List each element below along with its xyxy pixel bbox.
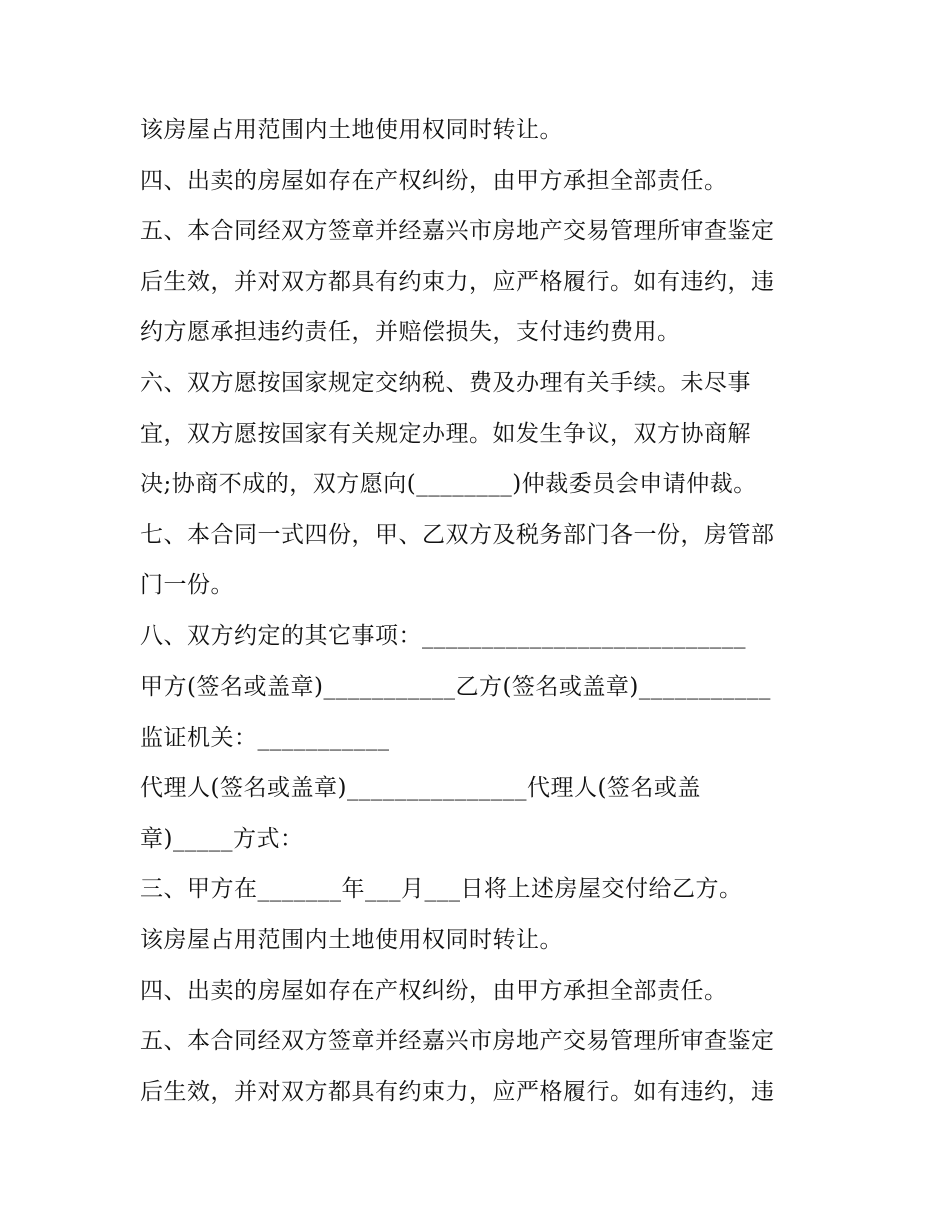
text-line: 监证机关：___________ bbox=[140, 725, 390, 751]
text-line: 代理人(签名或盖章)_______________代理人(签名或盖 bbox=[140, 775, 701, 801]
text-line: 约方愿承担违约责任，并赔偿损失，支付违约费用。 bbox=[140, 319, 681, 345]
text-line: 四、出卖的房屋如存在产权纠纷，由甲方承担全部责任。 bbox=[140, 978, 728, 1004]
text-line: 四、出卖的房屋如存在产权纠纷，由甲方承担全部责任。 bbox=[140, 168, 728, 194]
text-line: 五、本合同经双方签章并经嘉兴市房地产交易管理所审查鉴定 bbox=[140, 218, 775, 244]
text-line: 门一份。 bbox=[140, 572, 234, 598]
text-line: 决;协商不成的，双方愿向(________)仲裁委员会申请仲裁。 bbox=[140, 471, 757, 497]
text-line: 五、本合同经双方签章并经嘉兴市房地产交易管理所审查鉴定 bbox=[140, 1028, 775, 1054]
text-line: 宜，双方愿按国家有关规定办理。如发生争议，双方协商解 bbox=[140, 421, 751, 447]
text-line: 六、双方愿按国家规定交纳税、费及办理有关手续。未尽事 bbox=[140, 370, 751, 396]
text-line: 七、本合同一式四份，甲、乙双方及税务部门各一份，房管部 bbox=[140, 522, 775, 548]
text-line: 该房屋占用范围内土地使用权同时转让。 bbox=[140, 927, 563, 953]
text-line: 八、双方约定的其它事项：___________________________ bbox=[140, 623, 746, 649]
text-line: 后生效，并对双方都具有约束力，应严格履行。如有违约，违 bbox=[140, 269, 775, 295]
text-line: 章)_____方式： bbox=[140, 826, 304, 852]
text-line: 后生效，并对双方都具有约束力，应严格履行。如有违约，违 bbox=[140, 1079, 775, 1105]
text-line: 三、甲方在_______年___月___日将上述房屋交付给乙方。 bbox=[140, 876, 743, 902]
text-line: 甲方(签名或盖章)___________乙方(签名或盖章)___________ bbox=[140, 674, 771, 700]
text-line: 该房屋占用范围内土地使用权同时转让。 bbox=[140, 117, 563, 143]
